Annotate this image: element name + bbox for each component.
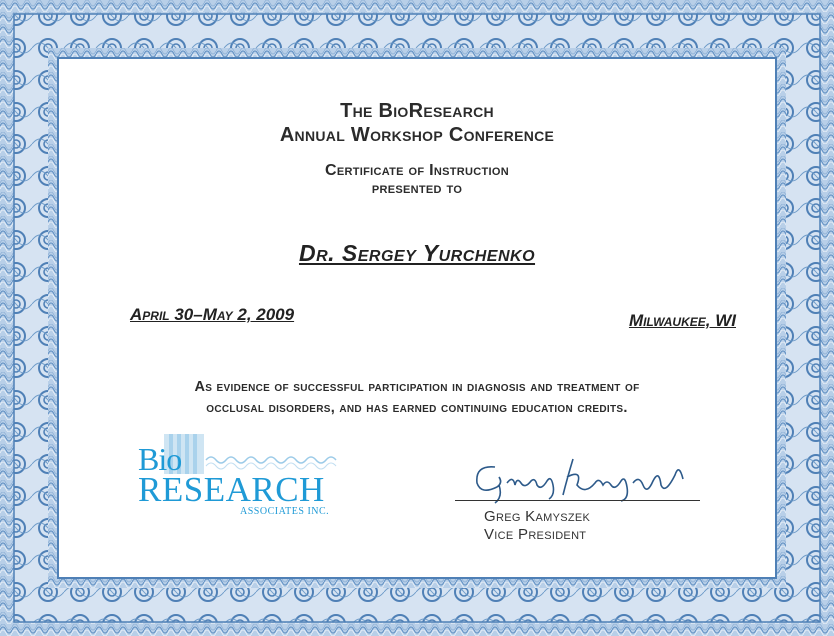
presented-to: presented to — [371, 180, 463, 197]
logo-research-text: RESEARCH — [138, 470, 325, 509]
recipient-name: Dr. Sergey Yurchenko — [298, 240, 536, 266]
evidence-line-2: occlusal disorders, and has earned continuing education credits. — [206, 400, 628, 416]
evidence-line-1: As evidence of successful participation in diagnosis and treatment of — [194, 379, 640, 395]
signatory-title: Vice President — [484, 526, 587, 543]
logo-associates-text: ASSOCIATES INC. — [240, 506, 330, 517]
certificate-type: Certificate of Instruction — [324, 162, 510, 179]
signatory-name: Greg Kamyszek — [484, 508, 591, 525]
title-line-2: Annual Workshop Conference — [279, 124, 555, 146]
title-line-1: The BioResearch — [340, 100, 494, 122]
handwritten-signature — [455, 455, 705, 505]
bioresearch-logo — [136, 430, 351, 520]
event-date: April 30–May 2, 2009 — [130, 305, 295, 324]
event-location: Milwaukee, WI — [628, 311, 736, 330]
logo-bio-text: Bio — [138, 441, 182, 477]
signature-line — [455, 500, 700, 501]
